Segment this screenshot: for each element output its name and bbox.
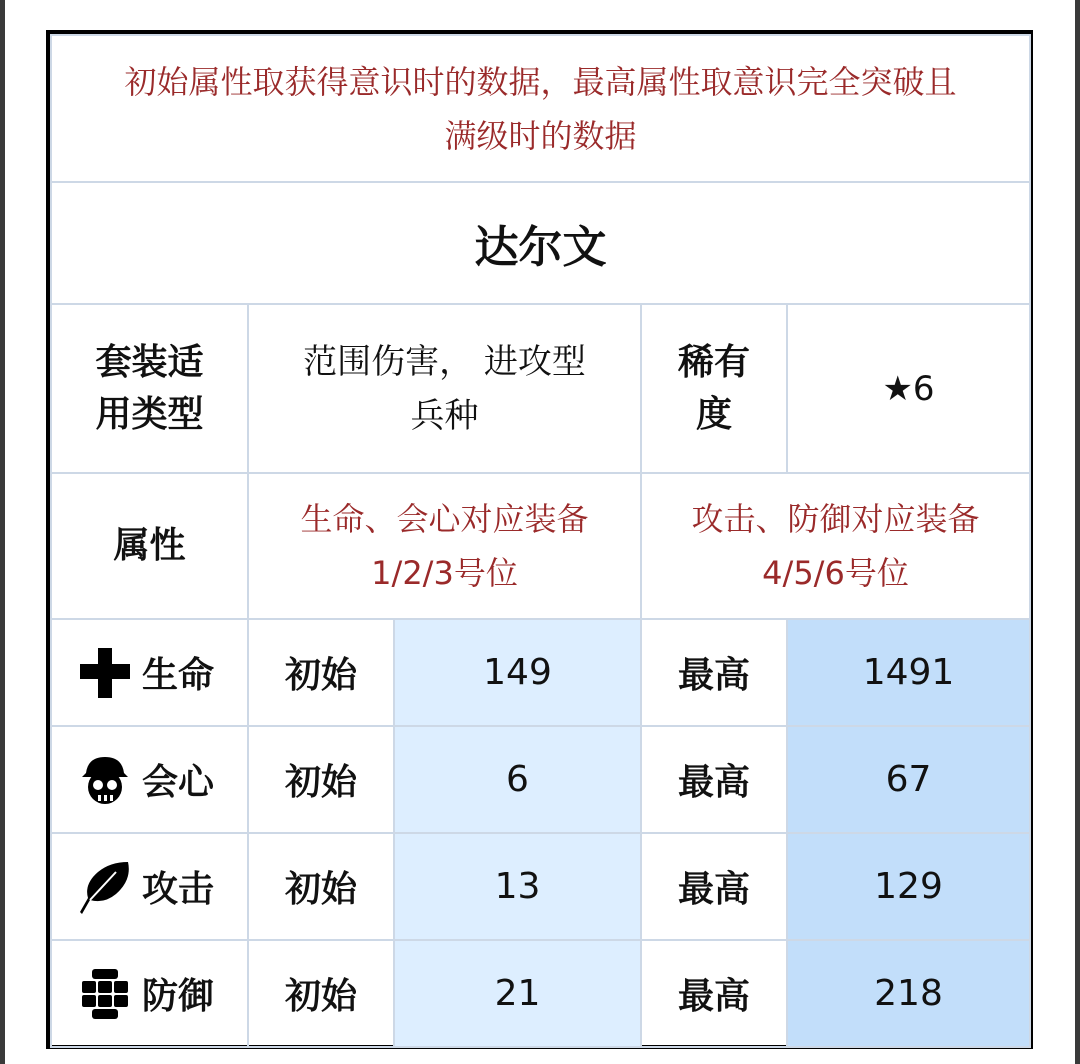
attribute-label: 属性	[51, 473, 248, 619]
shield-grid-icon	[76, 965, 134, 1023]
max-label: 最高	[641, 940, 787, 1047]
max-value: 67	[787, 726, 1030, 833]
stat-label: 生命	[142, 655, 215, 696]
max-value: 1491	[787, 619, 1030, 726]
left-edge	[0, 0, 5, 1064]
right-slots-line-2: 4/5/6号位	[762, 554, 909, 592]
init-label: 初始	[248, 726, 394, 833]
type-label-line-1: 套装适	[95, 341, 204, 383]
type-value-line-1: 范围伤害， 进攻型	[303, 341, 586, 382]
stat-row-crit	[51, 726, 1030, 833]
rarity-value: ★6	[787, 304, 1030, 473]
stat-label: 会心	[142, 762, 215, 803]
plus-icon	[76, 644, 134, 702]
stat-label-cell	[51, 619, 248, 726]
skull-icon	[76, 751, 134, 809]
stat-row-defense	[51, 940, 1030, 1047]
max-label: 最高	[641, 726, 787, 833]
right-edge	[1075, 0, 1080, 1064]
attribute-table	[50, 34, 1031, 1048]
type-label-line-2: 用类型	[95, 393, 204, 435]
stat-row-attack	[51, 833, 1030, 940]
init-value: 21	[394, 940, 641, 1047]
character-name: 达尔文	[51, 182, 1030, 304]
init-value: 6	[394, 726, 641, 833]
init-value: 13	[394, 833, 641, 940]
left-slots-line-1: 生命、会心对应装备	[300, 500, 589, 538]
right-slots-cell	[641, 473, 1030, 619]
attribute-card	[46, 30, 1033, 1049]
init-value: 149	[394, 619, 641, 726]
stat-label: 攻击	[142, 869, 215, 910]
max-label: 最高	[641, 833, 787, 940]
type-value-line-2: 兵种	[410, 395, 479, 436]
note-cell	[51, 35, 1030, 182]
stat-row-hp	[51, 619, 1030, 726]
note-line-2: 满级时的数据	[444, 116, 637, 155]
max-value: 218	[787, 940, 1030, 1047]
stat-label-cell	[51, 726, 248, 833]
init-label: 初始	[248, 833, 394, 940]
left-slots-line-2: 1/2/3号位	[371, 554, 518, 592]
max-label: 最高	[641, 619, 787, 726]
stat-label: 防御	[142, 976, 215, 1017]
feather-icon	[76, 858, 134, 916]
init-label: 初始	[248, 940, 394, 1047]
stat-label-cell	[51, 833, 248, 940]
note-line-1: 初始属性取获得意识时的数据，最高属性取意识完全突破且	[124, 62, 957, 101]
init-label: 初始	[248, 619, 394, 726]
left-slots-cell	[248, 473, 641, 619]
stat-label-cell	[51, 940, 248, 1047]
max-value: 129	[787, 833, 1030, 940]
type-value-cell	[248, 304, 641, 473]
rarity-label-line-1: 稀有	[677, 341, 750, 383]
right-slots-line-1: 攻击、防御对应装备	[691, 500, 980, 538]
type-label-cell	[51, 304, 248, 473]
rarity-label-line-2: 度	[695, 393, 732, 435]
rarity-label-cell	[641, 304, 787, 473]
